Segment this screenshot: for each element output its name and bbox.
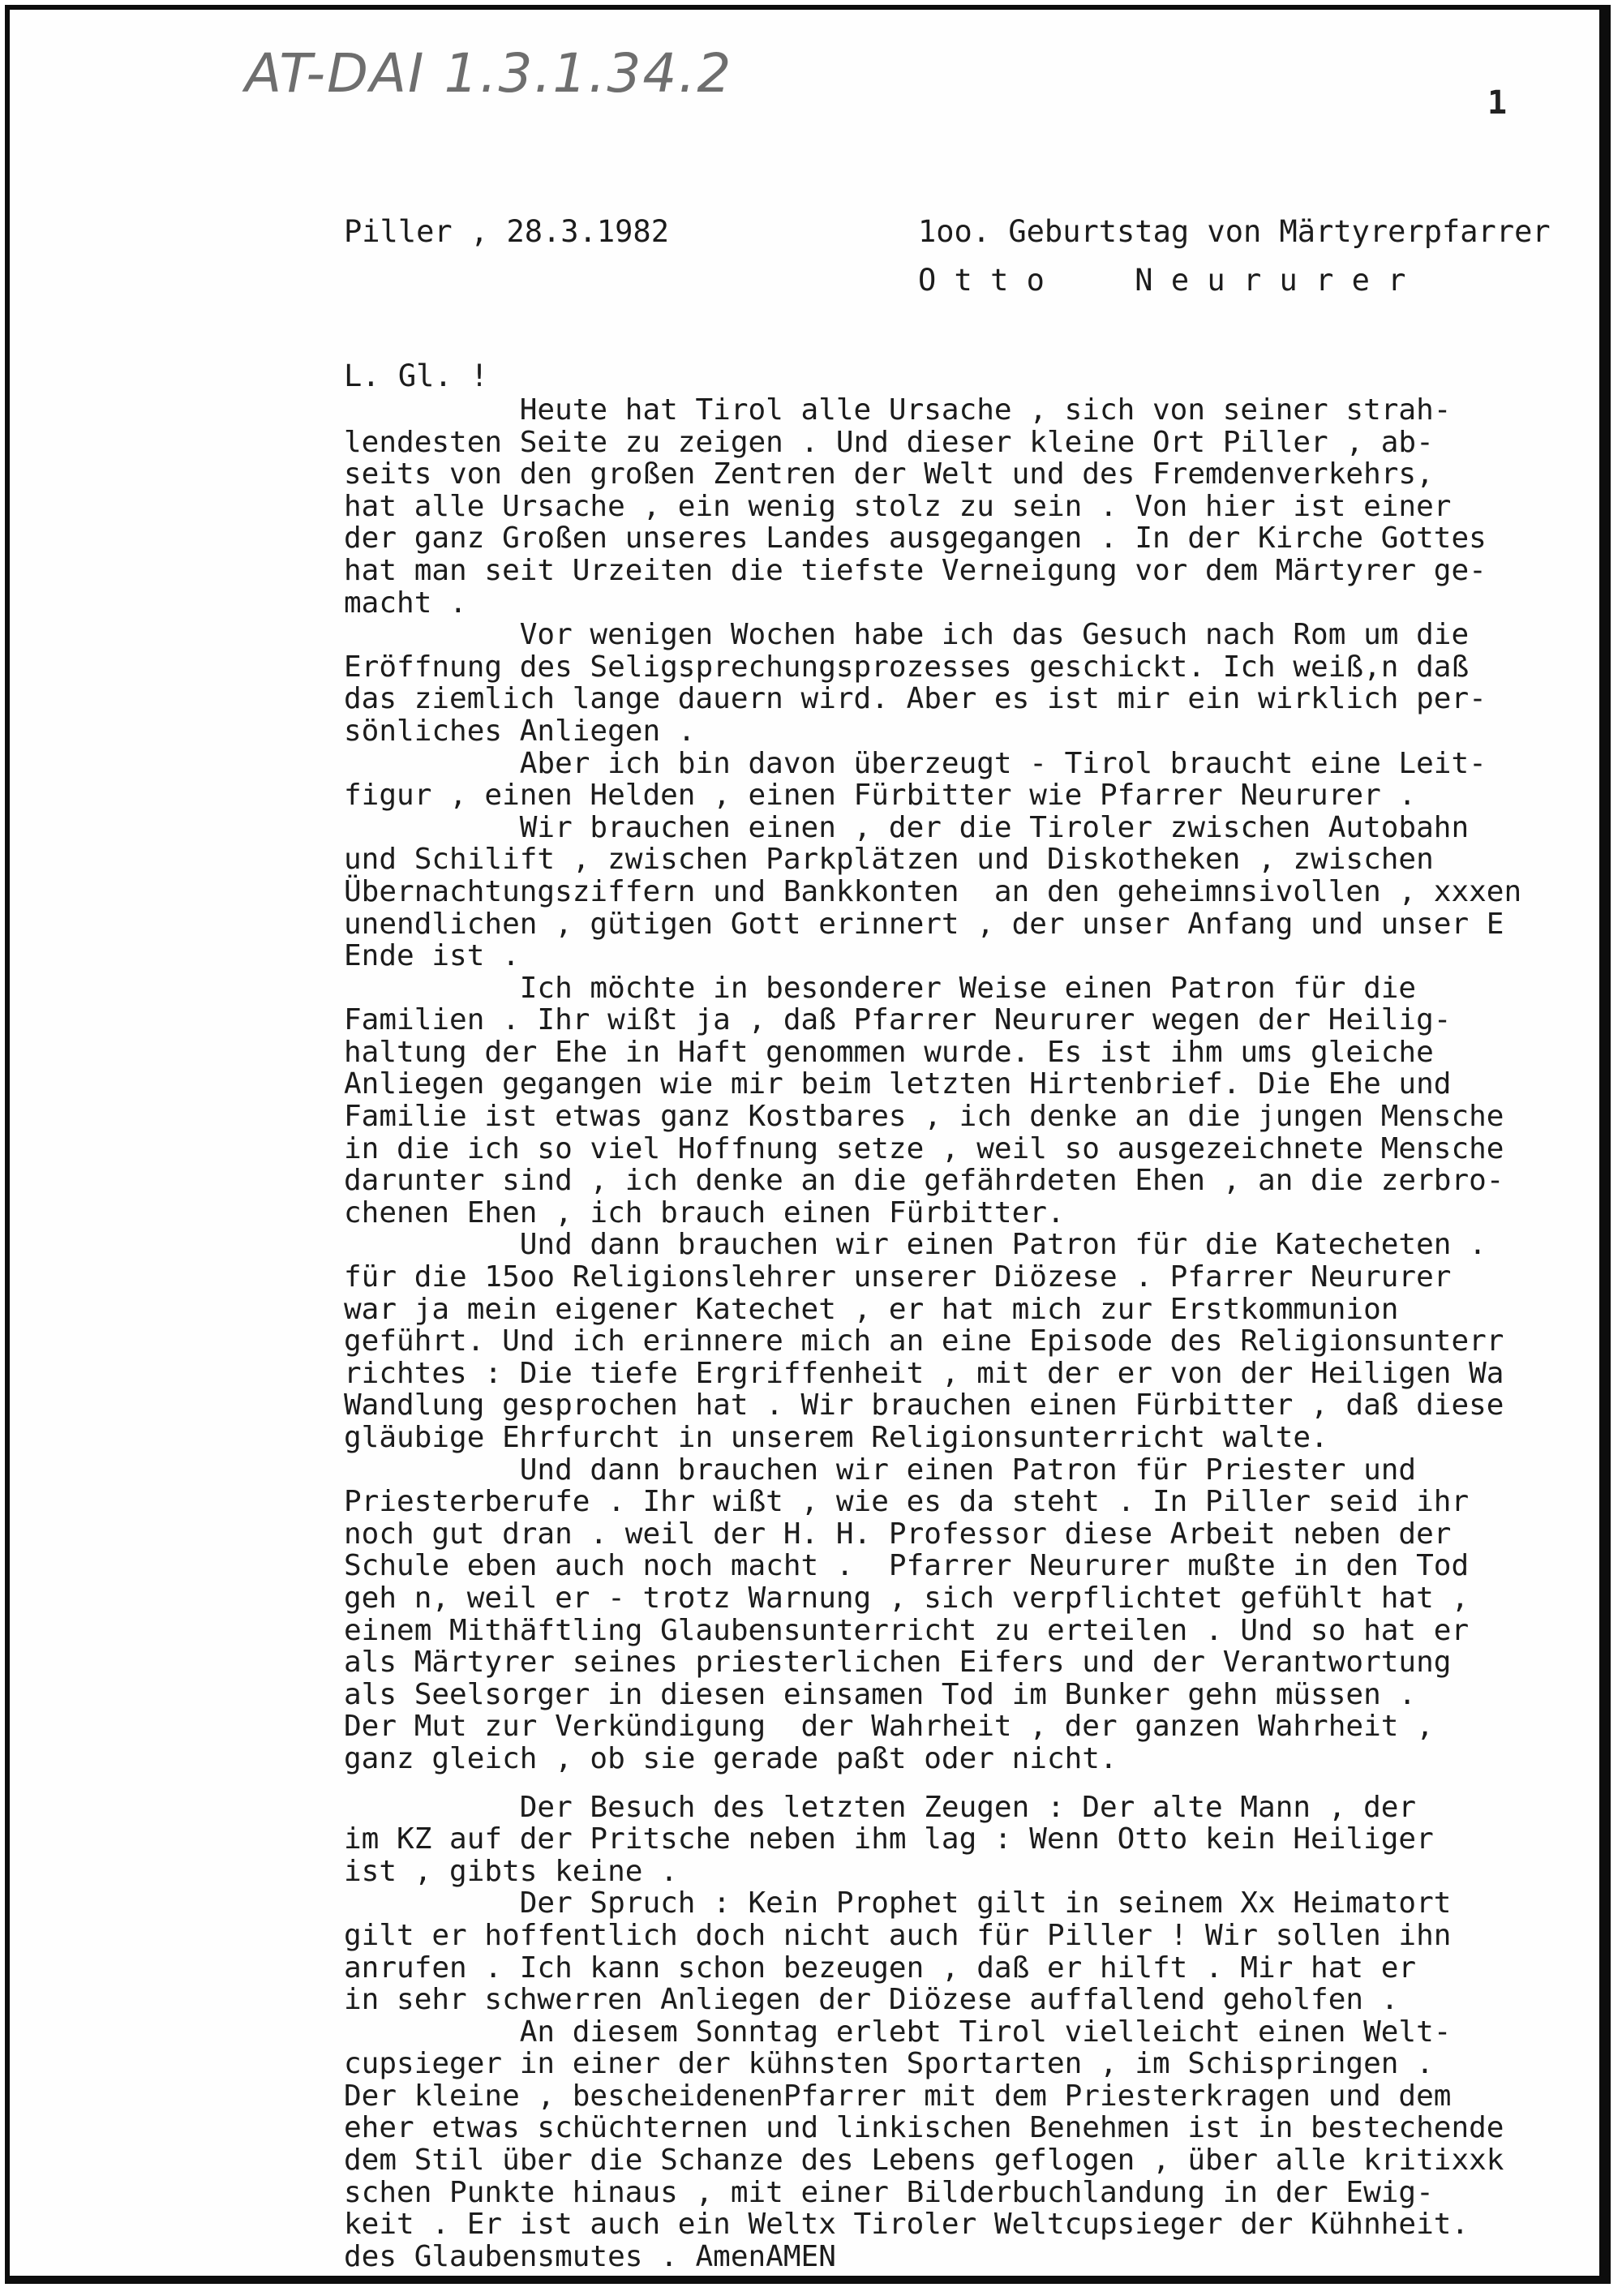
page-number: 1 <box>1487 84 1508 122</box>
text-line: der ganz Großen unseres Landes ausgegangen . In der Kirche Gottes <box>344 521 1487 556</box>
text-line: Der Spruch : Kein Prophet gilt in seinem Xx Heimatort <box>344 1886 1452 1920</box>
place-date: Piller , 28.3.1982 <box>344 214 669 249</box>
text-line: Der Besuch des letzten Zeugen : Der alte Mann , der <box>344 1790 1417 1824</box>
honoree-name: O t t o N e u r u r e r <box>918 263 1406 298</box>
text-line: und Schilift , zwischen Parkplätzen und Diskotheken , zwischen <box>344 843 1434 877</box>
archive-signature-mark: AT-DAI 1.3.1.34.2 <box>245 42 733 105</box>
text-line: gläubige Ehrfurcht in unserem Religionsunterricht walte. <box>344 1421 1328 1454</box>
text-line: Heute hat Tirol alle Ursache , sich von seiner strah- <box>344 393 1452 427</box>
text-line: das ziemlich lange dauern wird. Aber es ist mir ein wirklich per- <box>344 682 1487 716</box>
text-line: unendlichen , gütigen Gott erinnert , der unser Anfang und unser E <box>344 907 1504 941</box>
text-line: war ja mein eigener Katechet , er hat mich zur Erstkommunion <box>344 1292 1399 1326</box>
text-line: Übernachtungsziffern und Bankkonten an den geheimnsivollen , xxxen <box>344 874 1522 908</box>
salutation: L. Gl. ! <box>344 358 489 393</box>
text-line: lendesten Seite zu zeigen . Und dieser kleine Ort Piller , ab- <box>344 425 1434 459</box>
text-line: des Glaubensmutes . AmenAMEN <box>344 2239 836 2273</box>
text-line: seits von den großen Zentren der Welt und des Fremdenverkehrs, <box>344 457 1434 491</box>
text-line: keit . Er ist auch ein Weltx Tiroler Weltcupsieger der Kühnheit. <box>344 2208 1470 2242</box>
text-line: macht . <box>344 586 467 620</box>
sermon-body <box>344 394 1611 2272</box>
text-line: einem Mithäftling Glaubensunterricht zu erteilen . Und so hat er <box>344 1613 1470 1647</box>
text-line: geh n, weil er - trotz Warnung , sich verpflichtet gefühlt hat , <box>344 1581 1470 1615</box>
text-line: chenen Ehen , ich brauch einen Fürbitter. <box>344 1195 1065 1230</box>
document-page <box>5 5 1611 2284</box>
text-line: schen Punkte hinaus , mit einer Bilderbuchlandung in der Ewig- <box>344 2175 1434 2209</box>
text-line: Und dann brauchen wir einen Patron für die Katecheten . <box>344 1228 1487 1262</box>
text-line: als Märtyrer seines priesterlichen Eifers und der Verantwortung <box>344 1646 1452 1680</box>
text-line: Und dann brauchen wir einen Patron für Priester und <box>344 1453 1417 1487</box>
text-line: Familien . Ihr wißt ja , daß Pfarrer Neururer wegen der Heilig- <box>344 1003 1452 1037</box>
text-line: hat man seit Urzeiten die tiefste Verneigung vor dem Märtyrer ge- <box>344 553 1487 587</box>
text-line: Anliegen gegangen wie mir beim letzten Hirtenbrief. Die Ehe und <box>344 1067 1452 1101</box>
text-line: darunter sind , ich denke an die gefährdeten Ehen , an die zerbro- <box>344 1164 1504 1198</box>
text-line: An diesem Sonntag erlebt Tirol vielleicht einen Welt- <box>344 2015 1452 2049</box>
text-line: sönliches Anliegen . <box>344 714 696 748</box>
text-line: Familie ist etwas ganz Kostbares , ich denke an die jungen Mensche <box>344 1100 1504 1134</box>
text-line: Der kleine , bescheidenenPfarrer mit dem Priesterkragen und dem <box>344 2079 1452 2113</box>
text-line: hat alle Ursache , ein wenig stolz zu sein . Von hier ist einer <box>344 489 1452 523</box>
text-line: Wandlung gesprochen hat . Wir brauchen einen Fürbitter , daß diese <box>344 1388 1504 1423</box>
text-line: in sehr schwerren Anliegen der Diözese auffallend geholfen . <box>344 1983 1399 2017</box>
text-line: im KZ auf der Pritsche neben ihm lag : Wenn Otto kein Heiliger <box>344 1822 1434 1856</box>
occasion-title: 1oo. Geburtstag von Märtyrerpfarrer <box>918 214 1551 249</box>
text-line: Eröffnung des Seligsprechungsprozesses geschickt. Ich weiß,n daß <box>344 650 1470 684</box>
text-line: in die ich so viel Hoffnung setze , weil so ausgezeichnete Mensche <box>344 1131 1504 1165</box>
text-line: für die 15oo Religionslehrer unserer Diözese . Pfarrer Neururer <box>344 1260 1452 1294</box>
text-line: Ich möchte in besonderer Weise einen Patron für die <box>344 971 1417 1005</box>
text-line: anrufen . Ich kann schon bezeugen , daß er hilft . Mir hat er <box>344 1951 1417 1985</box>
text-line: figur , einen Helden , einen Fürbitter wie Pfarrer Neururer . <box>344 779 1417 813</box>
text-line: Schule eben auch noch macht . Pfarrer Neururer mußte in den Tod <box>344 1549 1470 1583</box>
text-line: Ende ist . <box>344 939 520 973</box>
text-line: gilt er hoffentlich doch nicht auch für Piller ! Wir sollen ihn <box>344 1918 1452 1952</box>
text-line: dem Stil über die Schanze des Lebens geflogen , über alle kritixxk <box>344 2144 1504 2178</box>
text-line: richtes : Die tiefe Ergriffenheit , mit der er von der Heiligen Wa <box>344 1356 1504 1390</box>
text-line: Aber ich bin davon überzeugt - Tirol braucht eine Leit- <box>344 746 1487 780</box>
text-line: Wir brauchen einen , der die Tiroler zwischen Autobahn <box>344 810 1470 844</box>
text-line: als Seelsorger in diesen einsamen Tod im Bunker gehn müssen . <box>344 1677 1417 1711</box>
text-line: ganz gleich , ob sie gerade paßt oder nicht. <box>344 1741 1118 1775</box>
text-line: eher etwas schüchternen und linkischen Benehmen ist in bestechende <box>344 2111 1504 2145</box>
text-line: Priesterberufe . Ihr wißt , wie es da steht . In Piller seid ihr <box>344 1485 1470 1519</box>
text-line: haltung der Ehe in Haft genommen wurde. Es ist ihm ums gleiche <box>344 1035 1434 1069</box>
text-line: ist , gibts keine . <box>344 1854 678 1888</box>
text-line: cupsieger in einer der kühnsten Sportarten , im Schispringen . <box>344 2047 1434 2081</box>
text-line: Der Mut zur Verkündigung der Wahrheit , der ganzen Wahrheit , <box>344 1710 1434 1744</box>
text-line: Vor wenigen Wochen habe ich das Gesuch nach Rom um die <box>344 618 1470 652</box>
text-line <box>344 1775 1611 1792</box>
text-line: noch gut dran . weil der H. H. Professor diese Arbeit neben der <box>344 1517 1452 1551</box>
text-line: geführt. Und ich erinnere mich an eine Episode des Religionsunterr <box>344 1324 1504 1358</box>
